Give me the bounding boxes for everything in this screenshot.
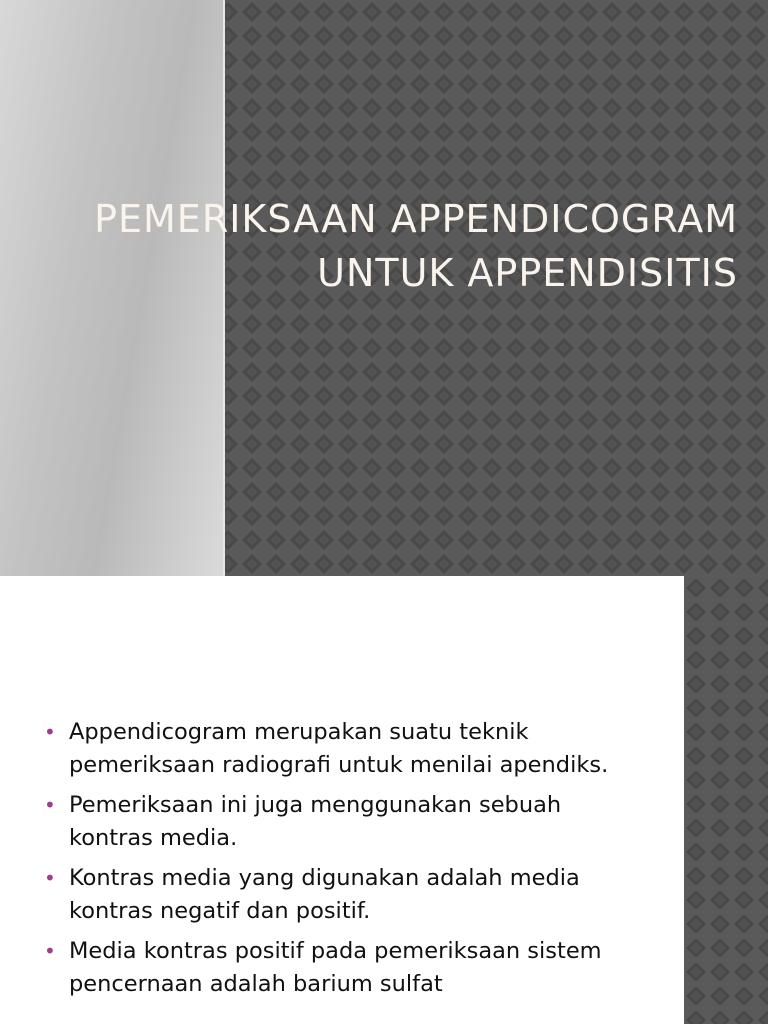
bullet-dot-icon: • [44, 793, 56, 817]
list-item [40, 935, 640, 1001]
bullet-dot-icon: • [44, 720, 56, 744]
list-item [40, 716, 640, 782]
bullet-dot-icon: • [44, 939, 56, 963]
bullet-text: Pemeriksaan ini juga menggunakan sebuah kontras media. [69, 792, 562, 851]
bullet-dot-icon: • [44, 866, 56, 890]
content-slide [0, 576, 768, 1024]
diamond-pattern-strip [684, 576, 768, 1024]
bullet-list [40, 716, 640, 1008]
slide-title-line-2: UNTUK APPENDISITIS [317, 251, 738, 295]
list-item [40, 789, 640, 855]
bullet-text: Appendicogram merupakan suatu teknik pemeriksaan radiografi untuk menilai apendiks. [69, 719, 609, 778]
bullet-text: Kontras media yang digunakan adalah media kontras negatif dan positif. [69, 865, 580, 924]
slide-title-line-1: PEMERIKSAAN APPENDICOGRAM [94, 197, 738, 241]
slide-title [38, 192, 738, 300]
list-item [40, 862, 640, 928]
bullet-text: Media kontras positif pada pemeriksaan sistem pencernaan adalah barium sulfat [69, 938, 602, 997]
